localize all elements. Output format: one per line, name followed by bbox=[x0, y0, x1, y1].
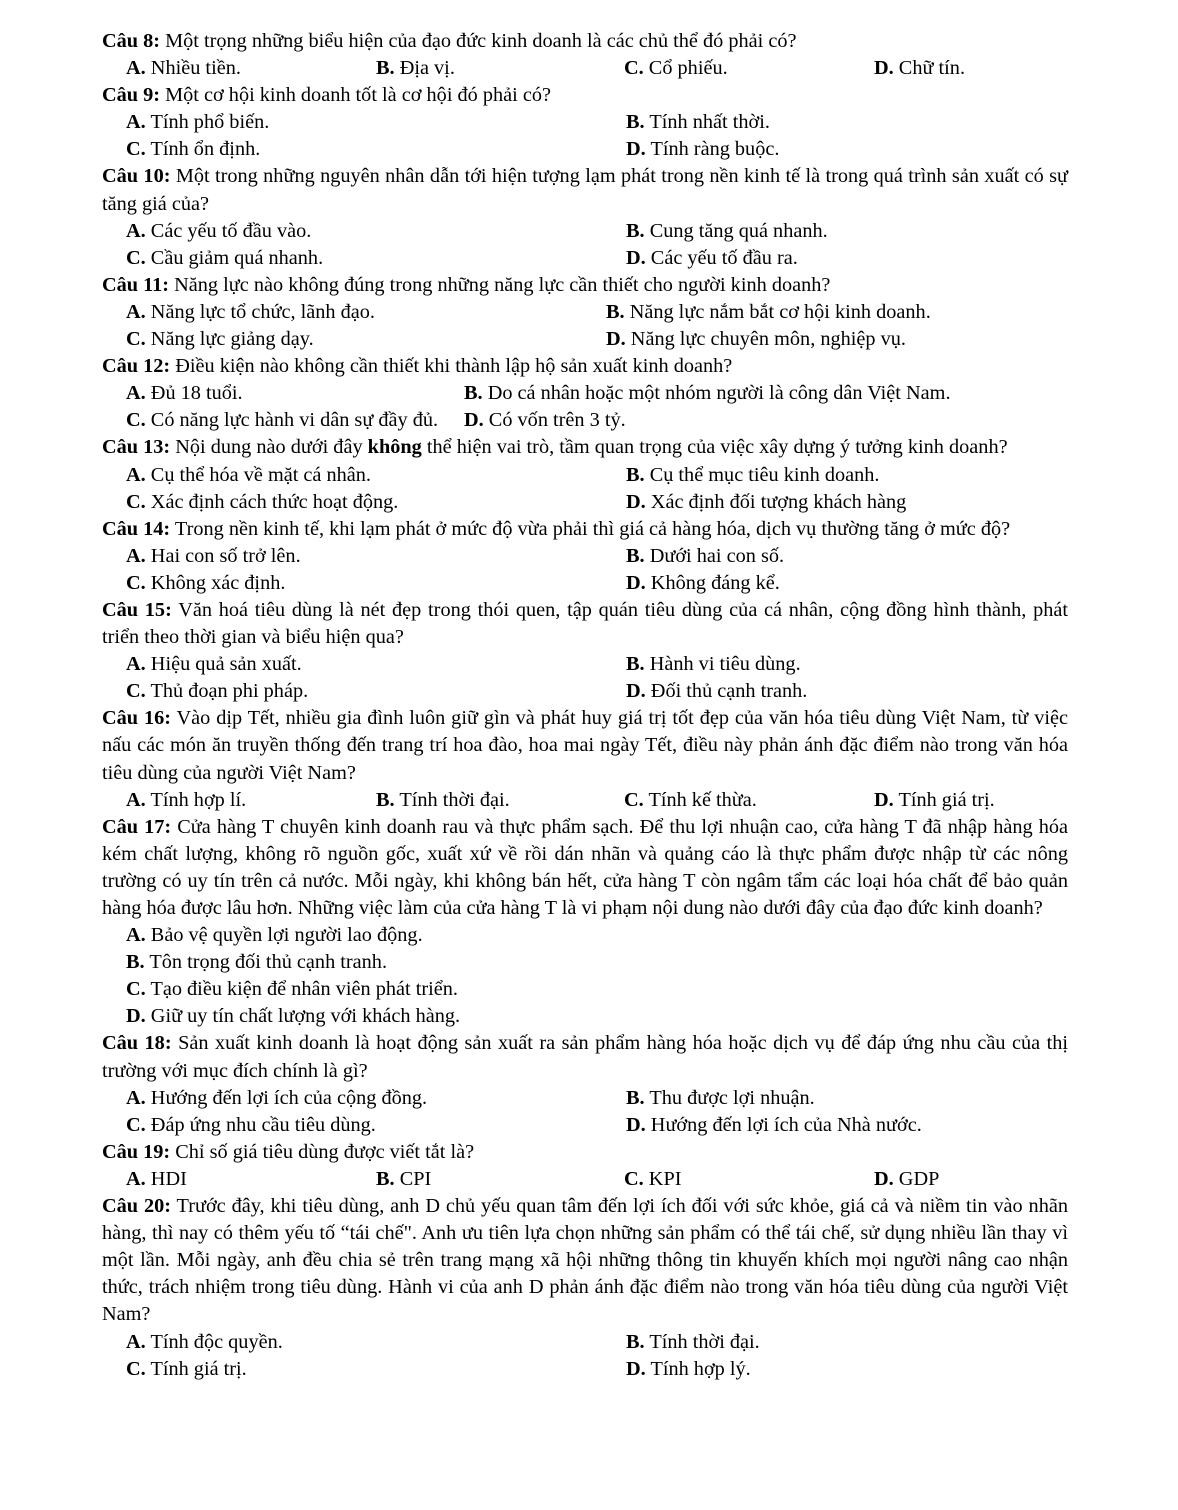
answer-option[interactable] bbox=[126, 55, 376, 82]
answer-option[interactable] bbox=[126, 380, 464, 407]
option-letter: B. bbox=[626, 111, 645, 134]
option-text: Giữ uy tín chất lượng với khách hàng. bbox=[150, 1005, 461, 1028]
option-letter: B. bbox=[376, 1167, 395, 1190]
answer-option[interactable] bbox=[626, 543, 1086, 570]
answer-option[interactable] bbox=[874, 55, 1074, 82]
answer-options bbox=[102, 380, 1068, 434]
option-letter: B. bbox=[626, 653, 645, 676]
option-text: Không đáng kể. bbox=[650, 571, 780, 594]
answer-option[interactable] bbox=[606, 299, 1066, 326]
answer-options bbox=[102, 543, 1068, 597]
question-number: Câu 19: bbox=[102, 1140, 171, 1163]
option-letter: C. bbox=[624, 788, 644, 811]
option-letter: B. bbox=[626, 1086, 645, 1109]
option-text: Do cá nhân hoặc một nhóm người là công dân Việt Nam. bbox=[487, 382, 951, 405]
question-number: Câu 14: bbox=[102, 517, 171, 540]
answer-options bbox=[102, 1329, 1068, 1383]
option-letter: C. bbox=[624, 1167, 644, 1190]
option-text: Tính nhất thời. bbox=[649, 111, 770, 134]
option-letter: C. bbox=[126, 490, 146, 513]
question-text: Vào dịp Tết, nhiều gia đình luôn giữ gìn và phát huy giá trị tốt đẹp của văn hóa tiêu dùng Việt Nam, từ việc nấu các món ăn truyền thống đến trang trí hoa đào, hoa mai ngày Tết, điều này phản ánh đặc điểm nào trong văn hóa tiêu dùng của người Việt Nam? bbox=[102, 707, 1068, 784]
answer-options bbox=[102, 109, 1068, 163]
option-text: Cầu giảm quá nhanh. bbox=[150, 246, 324, 269]
question-text: Nội dung nào dưới đây bbox=[175, 436, 368, 459]
question-text: Một trong những nguyên nhân dẫn tới hiện tượng lạm phát trong nền kinh tế là trong quá trình sản xuất có sự tăng giá của? bbox=[102, 165, 1068, 215]
option-letter: C. bbox=[624, 57, 644, 80]
answer-options bbox=[102, 651, 1068, 705]
option-letter: B. bbox=[626, 463, 645, 486]
answer-option[interactable] bbox=[624, 1166, 874, 1193]
option-text: Hướng đến lợi ích của Nhà nước. bbox=[650, 1113, 922, 1136]
answer-option[interactable] bbox=[126, 1356, 626, 1383]
answer-options bbox=[102, 922, 1068, 1030]
answer-option[interactable] bbox=[126, 651, 626, 678]
option-letter: B. bbox=[626, 219, 645, 242]
question-text-emphasis: không bbox=[367, 436, 422, 459]
question-number: Câu 13: bbox=[102, 436, 171, 459]
answer-option[interactable] bbox=[626, 651, 1086, 678]
option-text: Tạo điều kiện để nhân viên phát triển. bbox=[150, 978, 458, 1001]
answer-option[interactable] bbox=[626, 136, 1086, 163]
answer-options bbox=[102, 1085, 1068, 1139]
option-letter: C. bbox=[126, 571, 146, 594]
question-text: Trong nền kinh tế, khi lạm phát ở mức độ vừa phải thì giá cả hàng hóa, dịch vụ thường tăng ở mức độ? bbox=[174, 517, 1011, 540]
option-text: Tôn trọng đối thủ cạnh tranh. bbox=[149, 951, 388, 974]
question-stem bbox=[102, 1193, 1068, 1328]
answer-option[interactable] bbox=[376, 1166, 624, 1193]
answer-option[interactable] bbox=[626, 462, 1086, 489]
question-number: Câu 8: bbox=[102, 30, 161, 52]
answer-option[interactable] bbox=[464, 380, 1084, 407]
option-text: Có vốn trên 3 tỷ. bbox=[488, 409, 626, 432]
question-block bbox=[102, 82, 1068, 163]
option-letter: B. bbox=[626, 1330, 645, 1353]
option-text: Nhiều tiền. bbox=[150, 57, 241, 80]
question-block bbox=[102, 814, 1068, 1031]
option-letter: D. bbox=[874, 788, 894, 811]
option-text: KPI bbox=[648, 1167, 682, 1190]
answer-option[interactable] bbox=[126, 922, 1068, 949]
answer-option[interactable] bbox=[626, 570, 1086, 597]
option-text: Tính hợp lý. bbox=[650, 1357, 751, 1380]
option-letter: D. bbox=[626, 246, 646, 269]
option-letter: B. bbox=[464, 382, 483, 405]
question-text: Một trọng những biểu hiện của đạo đức kinh doanh là các chủ thể đó phải có? bbox=[165, 30, 797, 52]
answer-option[interactable] bbox=[126, 1329, 626, 1356]
answer-option[interactable] bbox=[626, 1085, 1086, 1112]
option-letter: D. bbox=[464, 409, 484, 432]
option-letter: A. bbox=[126, 788, 146, 811]
option-text: Tính phổ biến. bbox=[150, 111, 270, 134]
option-letter: A. bbox=[126, 219, 146, 242]
answer-option[interactable] bbox=[126, 570, 626, 597]
option-text: Địa vị. bbox=[399, 57, 455, 80]
option-text: CPI bbox=[399, 1167, 432, 1190]
option-letter: D. bbox=[626, 1357, 646, 1380]
question-stem bbox=[102, 597, 1068, 651]
option-text: Năng lực chuyên môn, nghiệp vụ. bbox=[630, 328, 906, 351]
option-letter: A. bbox=[126, 111, 146, 134]
answer-option[interactable] bbox=[626, 109, 1086, 136]
question-stem bbox=[102, 272, 1068, 299]
option-text: Đối thủ cạnh tranh. bbox=[650, 680, 808, 703]
answer-option[interactable] bbox=[626, 489, 1086, 516]
answer-option[interactable] bbox=[376, 55, 624, 82]
option-letter: C. bbox=[126, 680, 146, 703]
answer-option[interactable] bbox=[626, 245, 1086, 272]
option-letter: A. bbox=[126, 1330, 146, 1353]
answer-options bbox=[102, 218, 1068, 272]
answer-options bbox=[102, 1166, 1068, 1193]
answer-option[interactable] bbox=[126, 136, 626, 163]
option-letter: B. bbox=[126, 951, 145, 974]
question-number: Câu 9: bbox=[102, 84, 161, 107]
option-text: Năng lực giảng dạy. bbox=[150, 328, 314, 351]
answer-option[interactable] bbox=[126, 407, 464, 434]
option-text: Cổ phiếu. bbox=[648, 57, 728, 80]
option-text: Năng lực tổ chức, lãnh đạo. bbox=[150, 300, 375, 323]
question-number: Câu 10: bbox=[102, 165, 171, 188]
question-number: Câu 20: bbox=[102, 1195, 171, 1218]
question-block bbox=[102, 597, 1068, 705]
question-text: Điều kiện nào không cần thiết khi thành lập hộ sản xuất kinh doanh? bbox=[175, 355, 733, 378]
option-letter: B. bbox=[626, 544, 645, 567]
question-text: Năng lực nào không đúng trong những năng lực cần thiết cho người kinh doanh? bbox=[174, 273, 831, 296]
answer-option[interactable] bbox=[626, 218, 1086, 245]
answer-option[interactable] bbox=[626, 1112, 1086, 1139]
option-text: Tính hợp lí. bbox=[150, 788, 247, 811]
question-number: Câu 16: bbox=[102, 707, 171, 730]
option-letter: D. bbox=[606, 328, 626, 351]
option-text: Có năng lực hành vi dân sự đầy đủ. bbox=[150, 409, 439, 432]
answer-option[interactable] bbox=[126, 678, 626, 705]
option-text: Cụ thể mục tiêu kinh doanh. bbox=[649, 463, 880, 486]
answer-option[interactable] bbox=[626, 1356, 1086, 1383]
answer-option[interactable] bbox=[126, 1166, 376, 1193]
option-text: Cung tăng quá nhanh. bbox=[649, 219, 828, 242]
answer-option[interactable] bbox=[126, 109, 626, 136]
option-letter: D. bbox=[126, 1005, 146, 1028]
option-text: Hai con số trở lên. bbox=[150, 544, 301, 567]
answer-option[interactable] bbox=[126, 1112, 626, 1139]
option-text: Bảo vệ quyền lợi người lao động. bbox=[150, 924, 423, 947]
option-text: Tính thời đại. bbox=[649, 1330, 760, 1353]
option-text: Tính thời đại. bbox=[399, 788, 510, 811]
question-block bbox=[102, 705, 1068, 813]
option-text: Xác định đối tượng khách hàng bbox=[650, 490, 907, 513]
option-text: Tính độc quyền. bbox=[150, 1330, 283, 1353]
question-block bbox=[102, 163, 1068, 271]
option-text: Cụ thể hóa về mặt cá nhân. bbox=[150, 463, 371, 486]
answer-option[interactable] bbox=[874, 787, 1074, 814]
option-letter: C. bbox=[126, 409, 146, 432]
answer-option[interactable] bbox=[376, 787, 624, 814]
question-number: Câu 18: bbox=[102, 1032, 172, 1055]
question-text: Văn hoá tiêu dùng là nét đẹp trong thói quen, tập quán tiêu dùng của cá nhân, cộng đồng hình thành, phát triển theo thời gian và biểu hiện qua? bbox=[102, 598, 1068, 649]
answer-options bbox=[102, 787, 1068, 814]
option-letter: A. bbox=[126, 924, 146, 947]
option-text: Hiệu quả sản xuất. bbox=[150, 653, 302, 676]
answer-option[interactable] bbox=[126, 543, 626, 570]
answer-option[interactable] bbox=[624, 787, 874, 814]
question-text: Sản xuất kinh doanh là hoạt động sản xuất ra sản phẩm hàng hóa hoặc dịch vụ để đáp ứng nhu cầu của thị trường với mục đích chính là gì? bbox=[102, 1032, 1068, 1082]
question-text: thể hiện vai trò, tầm quan trọng của việc xây dựng ý tưởng kinh doanh? bbox=[421, 436, 1008, 459]
option-text: Xác định cách thức hoạt động. bbox=[150, 490, 399, 513]
option-text: Tính ổn định. bbox=[150, 138, 261, 161]
option-letter: D. bbox=[626, 138, 646, 161]
answer-option[interactable] bbox=[464, 407, 1084, 434]
answer-option[interactable] bbox=[126, 489, 626, 516]
option-letter: C. bbox=[126, 138, 146, 161]
answer-option[interactable] bbox=[126, 976, 1068, 1003]
answer-option[interactable] bbox=[126, 949, 1068, 976]
option-letter: B. bbox=[376, 788, 395, 811]
option-text: Tính giá trị. bbox=[150, 1357, 247, 1380]
option-text: Đủ 18 tuổi. bbox=[150, 382, 243, 405]
question-stem bbox=[102, 1030, 1068, 1084]
answer-option[interactable] bbox=[126, 462, 626, 489]
question-number: Câu 12: bbox=[102, 355, 171, 378]
question-number: Câu 17: bbox=[102, 815, 172, 838]
option-text: Chữ tín. bbox=[898, 57, 966, 80]
option-letter: C. bbox=[126, 978, 146, 1001]
option-letter: D. bbox=[626, 1113, 646, 1136]
answer-option[interactable] bbox=[126, 1085, 626, 1112]
option-letter: D. bbox=[874, 1167, 894, 1190]
answer-option[interactable] bbox=[126, 326, 606, 353]
question-stem bbox=[102, 516, 1068, 543]
option-letter: A. bbox=[126, 382, 146, 405]
option-letter: C. bbox=[126, 246, 146, 269]
answer-option[interactable] bbox=[126, 299, 606, 326]
question-number: Câu 15: bbox=[102, 598, 172, 621]
answer-option[interactable] bbox=[606, 326, 1066, 353]
answer-options bbox=[102, 299, 1068, 353]
option-letter: A. bbox=[126, 1086, 146, 1109]
option-letter: A. bbox=[126, 57, 146, 80]
option-letter: D. bbox=[626, 571, 646, 594]
question-stem bbox=[102, 163, 1068, 217]
option-text: GDP bbox=[898, 1167, 940, 1190]
question-text: Trước đây, khi tiêu dùng, anh D chủ yếu quan tâm đến lợi ích đối với sức khỏe, giá cả và niềm tin vào nhãn hàng, thì nay có thêm yếu tố “tái chế". Anh ưu tiên lựa chọn những sản phẩm có thể tái chế, sử dụng nhiều lần thay vì một lần. Mỗi ngày, anh đều chia sẻ trên trang mạng xã hội những thông tin khuyến khích mọi người nâng cao nhận thức, trách nhiệm trong tiêu dùng. Hành vi của anh D phản ánh đặc điểm nào trong văn hóa tiêu dùng của người Việt Nam? bbox=[102, 1195, 1068, 1326]
option-letter: C. bbox=[126, 328, 146, 351]
question-stem bbox=[102, 82, 1068, 109]
option-text: Tính giá trị. bbox=[898, 788, 995, 811]
question-block bbox=[102, 1193, 1068, 1383]
option-text: Dưới hai con số. bbox=[649, 544, 785, 567]
answer-option[interactable] bbox=[626, 678, 1086, 705]
option-letter: A. bbox=[126, 300, 146, 323]
option-letter: A. bbox=[126, 544, 146, 567]
option-letter: C. bbox=[126, 1357, 146, 1380]
option-letter: D. bbox=[626, 490, 646, 513]
option-text: Đáp ứng nhu cầu tiêu dùng. bbox=[150, 1113, 376, 1136]
question-block bbox=[102, 272, 1068, 353]
question-text: Một cơ hội kinh doanh tốt là cơ hội đó phải có? bbox=[165, 84, 552, 107]
question-text: Cửa hàng T chuyên kinh doanh rau và thực phẩm sạch. Để thu lợi nhuận cao, cửa hàng T đã nhập hàng hóa kém chất lượng, không rõ nguồn gốc, xuất xứ về rồi dán nhãn và quảng cáo là thực phẩm được nhập từ các nông trường có uy tín trên cả nước. Mỗi ngày, khi không bán hết, cửa hàng T còn ngâm tẩm các loại hóa chất để bảo quản hàng hóa được lâu hơn. Những việc làm của cửa hàng T là vi phạm nội dung nào dưới đây của đạo đức kinh doanh? bbox=[102, 815, 1068, 919]
option-letter: D. bbox=[874, 57, 894, 80]
question-text: Chỉ số giá tiêu dùng được viết tắt là? bbox=[175, 1140, 475, 1163]
option-text: Tính kế thừa. bbox=[648, 788, 757, 811]
question-stem bbox=[102, 434, 1068, 461]
answer-option[interactable] bbox=[126, 787, 376, 814]
answer-option[interactable] bbox=[126, 1003, 1068, 1030]
question-stem bbox=[102, 705, 1068, 786]
answer-option[interactable] bbox=[874, 1166, 1074, 1193]
question-block bbox=[102, 1030, 1068, 1138]
question-block bbox=[102, 516, 1068, 597]
option-letter: B. bbox=[376, 57, 395, 80]
question-block bbox=[102, 353, 1068, 434]
answer-option[interactable] bbox=[126, 218, 626, 245]
option-text: Các yếu tố đầu ra. bbox=[650, 246, 798, 269]
question-stem bbox=[102, 814, 1068, 922]
answer-options bbox=[102, 55, 1068, 82]
option-text: Hành vi tiêu dùng. bbox=[649, 653, 801, 676]
option-letter: A. bbox=[126, 653, 146, 676]
option-text: Không xác định. bbox=[150, 571, 286, 594]
answer-option[interactable] bbox=[626, 1329, 1086, 1356]
question-stem bbox=[102, 353, 1068, 380]
question-block bbox=[102, 1139, 1068, 1193]
option-letter: C. bbox=[126, 1113, 146, 1136]
option-text: Năng lực nắm bắt cơ hội kinh doanh. bbox=[629, 300, 931, 323]
option-text: Thu được lợi nhuận. bbox=[649, 1086, 815, 1109]
option-text: Tính ràng buộc. bbox=[650, 138, 780, 161]
question-block bbox=[102, 28, 1068, 82]
option-letter: D. bbox=[626, 680, 646, 703]
option-text: Các yếu tố đầu vào. bbox=[150, 219, 312, 242]
option-letter: B. bbox=[606, 300, 625, 323]
question-block bbox=[102, 434, 1068, 515]
option-text: Hướng đến lợi ích của cộng đồng. bbox=[150, 1086, 428, 1109]
option-letter: A. bbox=[126, 1167, 146, 1190]
answer-option[interactable] bbox=[126, 245, 626, 272]
question-number: Câu 11: bbox=[102, 273, 170, 296]
answer-options bbox=[102, 462, 1068, 516]
question-stem bbox=[102, 1139, 1068, 1166]
question-stem bbox=[102, 28, 1068, 55]
option-text: Thủ đoạn phi pháp. bbox=[150, 680, 309, 703]
option-letter: A. bbox=[126, 463, 146, 486]
answer-option[interactable] bbox=[624, 55, 874, 82]
option-text: HDI bbox=[150, 1167, 187, 1190]
